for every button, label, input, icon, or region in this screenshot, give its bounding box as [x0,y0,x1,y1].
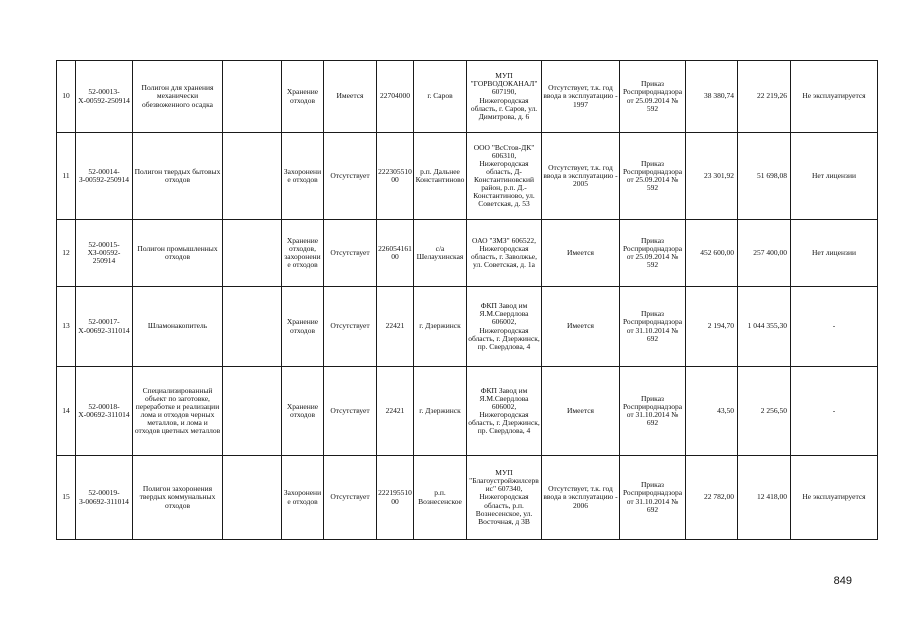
table-row [57,456,878,540]
empty-cell [223,287,282,367]
row-number: 11 [57,133,76,220]
operator-info: МУП "ГОРВОДОКАНАЛ" 607190, Нижегородская область, г. Саров, ул. Димитрова, д. 6 [467,61,542,133]
locality: с/а Шелаухинская [414,220,467,287]
empty-cell [223,367,282,456]
monitoring-status: Отсутствует [324,367,377,456]
locality: г. Дзержинск [414,367,467,456]
operation-status: Не эксплуатируется [791,61,878,133]
row-number: 12 [57,220,76,287]
monitoring-status: Отсутствует [324,133,377,220]
facility-name: Полигон захоронения твердых коммунальных отходов [133,456,223,540]
inclusion-order: Приказ Росприроднадзора от 25.09.2014 № 592 [620,220,686,287]
operator-info: МУП "Благоустройжилсервис" 607340, Нижегородская область, р.п. Вознесенское, ул. Восточная, д 3В [467,456,542,540]
capacity-total: 23 301,92 [686,133,738,220]
facility-name: Специализированный объект по заготовке, переработке и реализации лома и отходов черных металлов, и лома и отходов цветных металлов [133,367,223,456]
operator-info: ФКП Завод им Я.М.Свердлова 606002, Нижегородская область, г. Дзержинск, пр. Свердлова, 4 [467,367,542,456]
operation-status: Нет лицензии [791,133,878,220]
inclusion-order: Приказ Росприроднадзора от 25.09.2014 № 592 [620,133,686,220]
capacity-used: 51 698,08 [738,133,791,220]
monitoring-status: Имеется [324,61,377,133]
facility-name: Шламонакопитель [133,287,223,367]
facility-purpose: Хранение отходов [282,287,324,367]
facility-purpose: Захоронение отходов [282,456,324,540]
inclusion-order: Приказ Росприроднадзора от 25.09.2014 № 592 [620,61,686,133]
registration-number: 52-00014-З-00592-250914 [76,133,133,220]
inclusion-order: Приказ Росприроднадзора от 31.10.2014 № 692 [620,287,686,367]
capacity-total: 2 194,70 [686,287,738,367]
waste-facilities-table [56,60,878,540]
registration-number: 52-00018-Х-00692-311014 [76,367,133,456]
operation-status: - [791,287,878,367]
conformity-status: Имеется [542,367,620,456]
facility-purpose: Хранение отходов [282,61,324,133]
capacity-total: 38 380,74 [686,61,738,133]
conformity-status: Отсутствует, т.к. год ввода в эксплуатацию - 1997 [542,61,620,133]
facility-name: Полигон твердых бытовых отходов [133,133,223,220]
conformity-status: Имеется [542,220,620,287]
monitoring-status: Отсутствует [324,220,377,287]
locality: р.п. Вознесенское [414,456,467,540]
oktmo-code: 22605416100 [377,220,414,287]
table-row [57,61,878,133]
row-number: 14 [57,367,76,456]
monitoring-status: Отсутствует [324,287,377,367]
facility-name: Полигон промышленных отходов [133,220,223,287]
table-row [57,367,878,456]
locality: р.п. Дальнее Константиново [414,133,467,220]
empty-cell [223,220,282,287]
operation-status: - [791,367,878,456]
capacity-total: 452 600,00 [686,220,738,287]
conformity-status: Имеется [542,287,620,367]
operation-status: Не эксплуатируется [791,456,878,540]
oktmo-code: 22704000 [377,61,414,133]
conformity-status: Отсутствует, т.к. год ввода в эксплуатацию - 2006 [542,456,620,540]
facility-purpose: Захоронение отходов [282,133,324,220]
capacity-used: 22 219,26 [738,61,791,133]
capacity-used: 2 256,50 [738,367,791,456]
empty-cell [223,133,282,220]
registration-number: 52-00013-Х-00592-250914 [76,61,133,133]
operator-info: ФКП Завод им Я.М.Свердлова 606002, Нижегородская область, г. Дзержинск, пр. Свердлова, 4 [467,287,542,367]
inclusion-order: Приказ Росприроднадзора от 31.10.2014 № 692 [620,367,686,456]
row-number: 10 [57,61,76,133]
registration-number: 52-00017-Х-00692-311014 [76,287,133,367]
table-row [57,133,878,220]
operator-info: ООО "ВсСтов-ДК" 606310, Нижегородская область, Д-Константиновский район, р.п. Д.-Константиново, ул. Советская, д. 53 [467,133,542,220]
row-number: 13 [57,287,76,367]
capacity-used: 257 400,00 [738,220,791,287]
inclusion-order: Приказ Росприроднадзора от 31.10.2014 № 692 [620,456,686,540]
oktmo-code: 22230551000 [377,133,414,220]
registration-number: 52-00019-З-00692-311014 [76,456,133,540]
oktmo-code: 22421 [377,367,414,456]
operation-status: Нет лицензии [791,220,878,287]
table-row [57,220,878,287]
capacity-total: 43,50 [686,367,738,456]
monitoring-status: Отсутствует [324,456,377,540]
empty-cell [223,456,282,540]
facility-name: Полигон для хранения механически обезвоженного осадка [133,61,223,133]
oktmo-code: 22421 [377,287,414,367]
locality: г. Дзержинск [414,287,467,367]
table-row [57,287,878,367]
facility-purpose: Хранение отходов, захоронение отходов [282,220,324,287]
registration-number: 52-00015-ХЗ-00592-250914 [76,220,133,287]
facility-purpose: Хранение отходов [282,367,324,456]
capacity-used: 1 044 355,30 [738,287,791,367]
capacity-used: 12 418,00 [738,456,791,540]
conformity-status: Отсутствует, т.к. год ввода в эксплуатацию - 2005 [542,133,620,220]
locality: г. Саров [414,61,467,133]
page-number: 849 [833,575,852,587]
empty-cell [223,61,282,133]
operator-info: ОАО "ЗМЗ" 606522, Нижегородская область, г. Заволжье, ул. Советская, д. 1а [467,220,542,287]
oktmo-code: 22219551000 [377,456,414,540]
capacity-total: 22 782,00 [686,456,738,540]
row-number: 15 [57,456,76,540]
